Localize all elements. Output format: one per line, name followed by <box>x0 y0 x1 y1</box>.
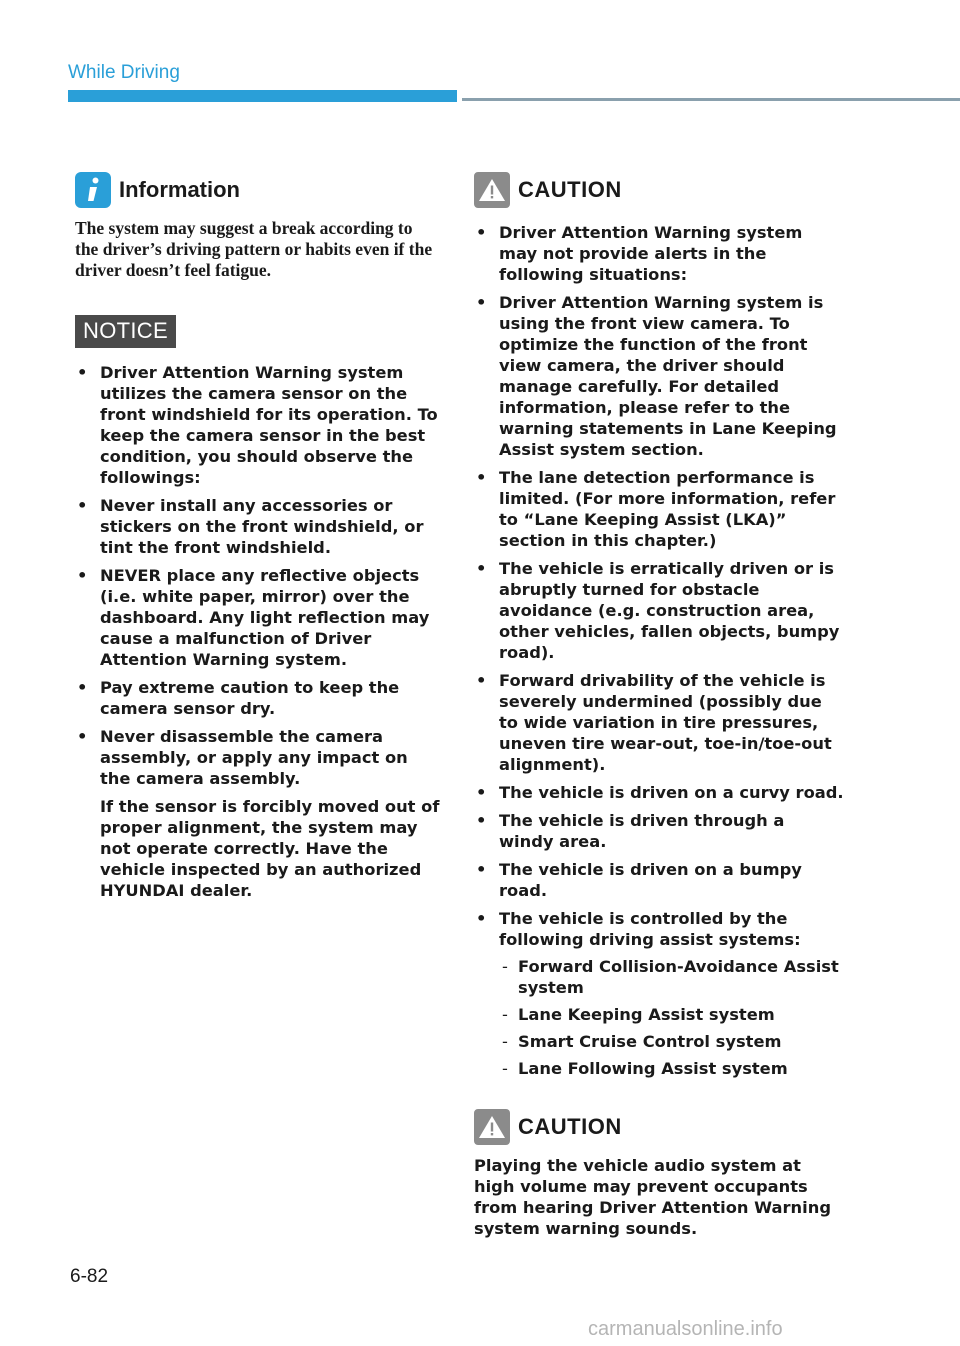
section-title: While Driving <box>68 62 180 83</box>
sub-list-item: - Lane Following Assist system <box>499 1058 844 1079</box>
information-title: Information <box>119 177 240 202</box>
notice-item: • Never disassemble the camera assembly, or apply any impact on the camera assembly. If the sensor is forcibly moved out of proper alignment, the system may not operate correctly. Have the vehicle inspected by an authorized HYUNDAI dealer. <box>75 726 440 901</box>
caution-heading <box>474 172 844 208</box>
notice-item: • Never install any accessories or stickers on the front windshield, or tint the front windshield. <box>75 495 440 558</box>
notice-item: • Driver Attention Warning system utilizes the camera sensor on the front windshield for its operation. To keep the camera sensor in the best condition, you should observe the followings: <box>75 362 440 488</box>
information-text: The system may suggest a break according to the driver’s driving pattern or habits even if the driver doesn’t feel fatigue. <box>75 218 433 280</box>
notice-badge: NOTICE <box>75 315 176 348</box>
caution-item: • The vehicle is controlled by the following driving assist systems: - Forward Collision-Avoidance Assist system - Lane Keeping Assist system - Smart Cruise Control system - Lane Following Assist system <box>474 908 844 1079</box>
information-icon <box>75 172 111 208</box>
caution-item: • Driver Attention Warning system may not provide alerts in the following situations: <box>474 222 844 285</box>
assist-systems-list <box>499 956 844 1079</box>
header-rule-gray <box>462 98 960 101</box>
caution-item: • The vehicle is driven on a bumpy road. <box>474 859 844 901</box>
sub-list-item: - Forward Collision-Avoidance Assist system <box>499 956 844 998</box>
sub-list-item: - Lane Keeping Assist system <box>499 1004 844 1025</box>
page-number: 6-82 <box>70 1266 109 1287</box>
caution-list <box>474 222 844 1079</box>
caution-item: • The vehicle is driven on a curvy road. <box>474 782 844 803</box>
caution-title-2: CAUTION <box>518 1114 622 1139</box>
notice-list <box>75 362 440 901</box>
header-rule-blue <box>68 90 457 102</box>
caution-item: • The vehicle is driven through a windy area. <box>474 810 844 852</box>
caution-item: • The lane detection performance is limited. (For more information, refer to “Lane Keeping Assist (LKA)” section in this chapter.) <box>474 467 844 551</box>
caution-item: • Forward drivability of the vehicle is severely undermined (possibly due to wide variation in tire pressures, uneven tire wear-out, toe-in/toe-out alignment). <box>474 670 844 775</box>
notice-item-extra: If the sensor is forcibly moved out of proper alignment, the system may not operate correctly. Have the vehicle inspected by an authorized HYUNDAI dealer. <box>100 797 440 900</box>
caution-title: CAUTION <box>518 177 622 202</box>
caution-text-2: Playing the vehicle audio system at high volume may prevent occupants from hearing Driver Attention Warning system warning sounds. <box>474 1156 831 1238</box>
warning-triangle-icon <box>474 172 510 208</box>
left-column <box>75 172 440 908</box>
sub-list-item: - Smart Cruise Control system <box>499 1031 844 1052</box>
information-heading <box>75 172 440 208</box>
caution-heading-2 <box>474 1109 844 1145</box>
right-column <box>474 172 844 1239</box>
caution-item: • Driver Attention Warning system is using the front view camera. To optimize the function of the front view camera, the driver should manage carefully. For detailed information, please refer to the warning statements in Lane Keeping Assist system section. <box>474 292 844 460</box>
watermark: carmanualsonline.info <box>588 1318 783 1340</box>
warning-triangle-icon <box>474 1109 510 1145</box>
caution-item: • The vehicle is erratically driven or is abruptly turned for obstacle avoidance (e.g. construction area, other vehicles, fallen objects, bumpy road). <box>474 558 844 663</box>
notice-item: • Pay extreme caution to keep the camera sensor dry. <box>75 677 440 719</box>
notice-item: • NEVER place any reflective objects (i.e. white paper, mirror) over the dashboard. Any light reflection may cause a malfunction of Driver Attention Warning system. <box>75 565 440 670</box>
